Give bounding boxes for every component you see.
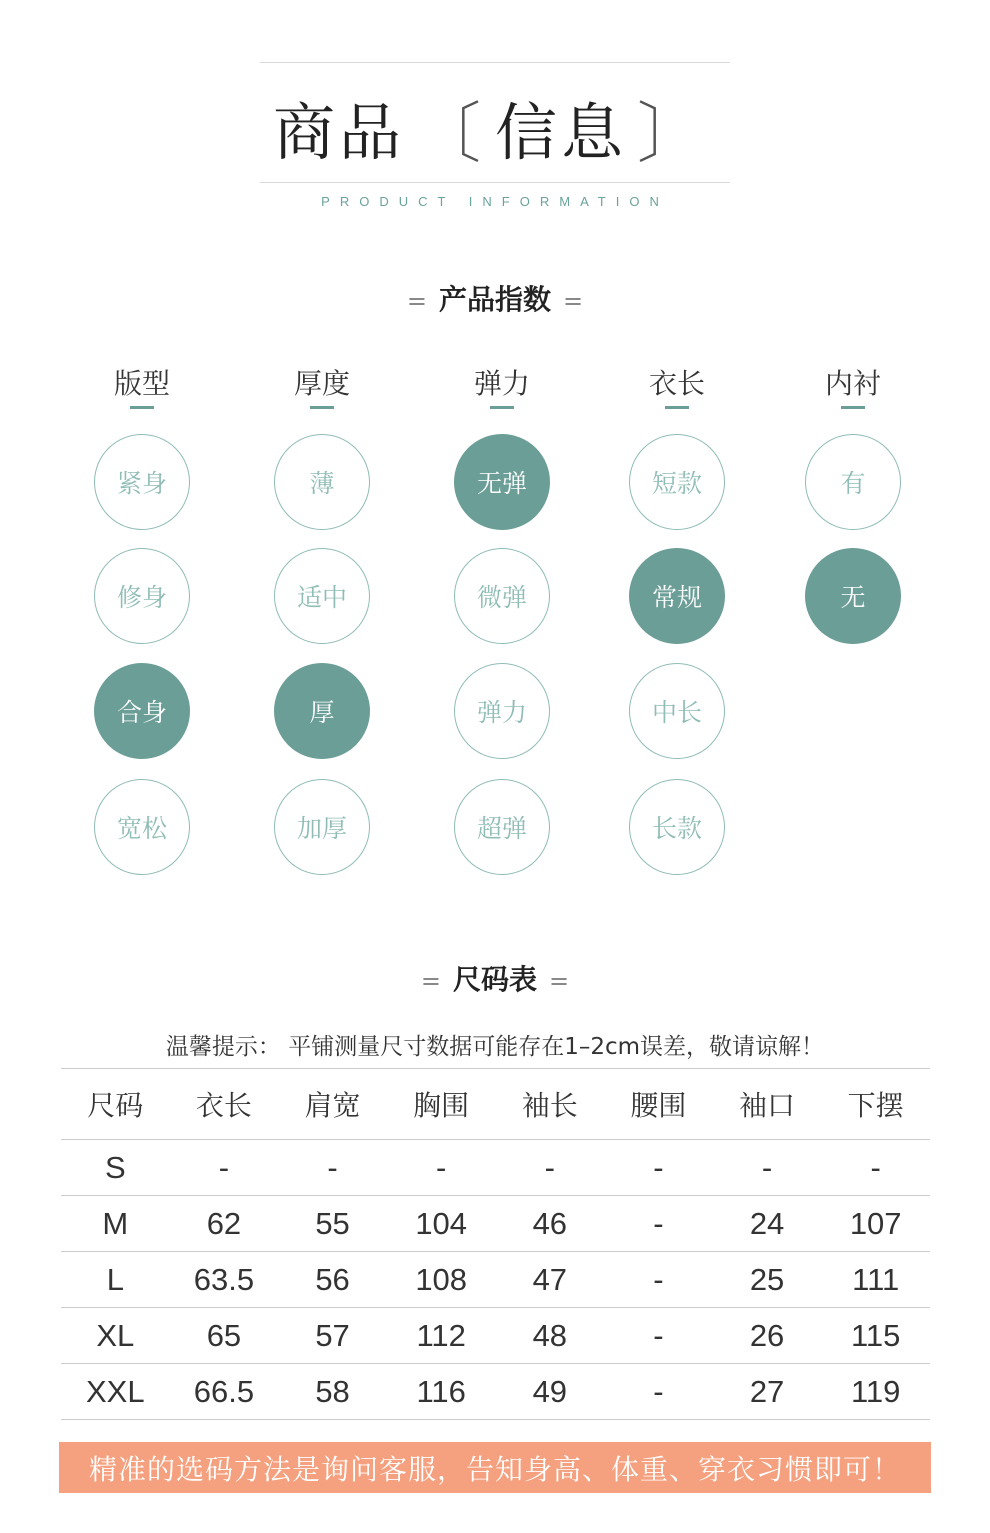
index-option-circle: 有 xyxy=(805,434,901,530)
index-column-underline xyxy=(841,406,865,409)
size-table-cell: S xyxy=(104,1149,126,1185)
index-option-circle: 适中 xyxy=(274,548,370,644)
size-table-cell: 111 xyxy=(852,1261,900,1297)
size-section-title: = 尺码表 = xyxy=(420,963,570,996)
size-table-cell: - xyxy=(653,1205,664,1241)
size-table-cell: 115 xyxy=(850,1317,901,1353)
size-table-cell: 48 xyxy=(532,1317,568,1353)
table-row xyxy=(61,1140,930,1196)
table-row xyxy=(61,1364,930,1420)
index-option-circle: 宽松 xyxy=(94,779,190,875)
index-column-underline xyxy=(130,406,154,409)
size-table-cell: 63.5 xyxy=(193,1261,255,1297)
index-option-circle: 合身 xyxy=(94,663,190,759)
index-option-circle: 薄 xyxy=(274,434,370,530)
size-table-header-cell: 腰围 xyxy=(630,1089,687,1122)
size-table-cell: 62 xyxy=(206,1205,242,1241)
size-table-cell: 119 xyxy=(850,1373,901,1409)
index-option-circle: 加厚 xyxy=(274,779,370,875)
header-top-rule xyxy=(260,62,730,63)
size-table-cell: - xyxy=(653,1261,664,1297)
size-table-cell: 56 xyxy=(315,1261,350,1297)
index-option-circle: 短款 xyxy=(629,434,725,530)
size-table-cell: 112 xyxy=(416,1317,466,1353)
index-column-title: 内衬 xyxy=(824,367,881,400)
size-table-cell: M xyxy=(102,1205,129,1241)
index-option-circle: 中长 xyxy=(629,663,725,759)
page-subtitle: PRODUCT INFORMATION xyxy=(321,194,669,209)
size-table-cell: - xyxy=(436,1149,447,1185)
size-table-cell: - xyxy=(761,1149,773,1185)
index-option-circle: 厚 xyxy=(274,663,370,759)
sizing-advice-banner: 精准的选码方法是询问客服，告知身高、体重、穿衣习惯即可！ xyxy=(59,1442,931,1493)
size-table-cell: - xyxy=(544,1149,555,1185)
size-table-cell: 24 xyxy=(749,1205,785,1241)
bracket-close: 〕 xyxy=(637,94,708,172)
index-option-circle: 修身 xyxy=(94,548,190,644)
size-table-header-cell: 尺码 xyxy=(87,1089,144,1122)
size-table-cell: 25 xyxy=(749,1261,785,1297)
size-table-cell: 116 xyxy=(416,1373,466,1409)
size-table-cell: - xyxy=(653,1149,664,1185)
size-table-cell: 107 xyxy=(849,1205,902,1241)
index-option-circle: 微弹 xyxy=(454,548,550,644)
size-table-header-cell: 胸围 xyxy=(413,1089,470,1122)
index-option-circle: 超弹 xyxy=(454,779,550,875)
size-table-header-cell: 肩宽 xyxy=(304,1089,361,1122)
bracket-open: 〔 xyxy=(415,94,485,172)
index-column-title: 衣长 xyxy=(648,367,705,400)
index-option-circle: 弹力 xyxy=(454,663,550,759)
index-option-circle: 无 xyxy=(805,548,901,644)
size-table-cell: 26 xyxy=(749,1317,785,1353)
size-table-cell: 49 xyxy=(532,1373,568,1409)
index-column-underline xyxy=(310,406,334,409)
size-table-header xyxy=(61,1069,930,1140)
index-column-title: 厚度 xyxy=(293,367,350,400)
header-bottom-rule xyxy=(260,182,730,183)
size-table-header-cell: 袖口 xyxy=(739,1089,796,1122)
size-table-cell: XXL xyxy=(86,1373,145,1409)
size-table-cell: 46 xyxy=(532,1205,568,1241)
size-table-cell: 47 xyxy=(532,1261,568,1297)
measurement-tip: 温馨提示： 平铺测量尺寸数据可能存在1–2cm误差，敬请谅解！ xyxy=(165,1034,825,1060)
index-column-underline xyxy=(665,406,689,409)
table-row xyxy=(61,1252,930,1308)
index-section-title: = 产品指数 = xyxy=(406,283,584,316)
size-table-cell: 27 xyxy=(749,1373,785,1409)
size-table-header-cell: 下摆 xyxy=(847,1089,904,1122)
index-option-circle: 长款 xyxy=(629,779,725,875)
size-table-cell: 66.5 xyxy=(193,1373,255,1409)
index-option-circle: 无弹 xyxy=(454,434,550,530)
index-column-title: 版型 xyxy=(113,367,170,400)
size-table-header-cell: 衣长 xyxy=(195,1089,252,1122)
table-row xyxy=(61,1308,930,1364)
size-table-cell: 65 xyxy=(206,1317,242,1353)
size-table-cell: 104 xyxy=(415,1205,468,1241)
size-table-cell: - xyxy=(870,1149,881,1185)
size-table-cell: L xyxy=(106,1261,124,1297)
index-option-circle: 常规 xyxy=(629,548,725,644)
size-table-cell: - xyxy=(653,1317,664,1353)
size-table xyxy=(61,1068,930,1420)
title-right: 信息 xyxy=(495,95,628,169)
size-table-cell: 108 xyxy=(415,1261,468,1297)
size-table-cell: - xyxy=(653,1373,664,1409)
size-table-cell: 57 xyxy=(315,1317,350,1353)
page-title xyxy=(0,82,990,172)
index-option-circle: 紧身 xyxy=(94,434,190,530)
size-table-cell: XL xyxy=(96,1317,135,1353)
size-table-body xyxy=(61,1140,930,1420)
index-column-underline xyxy=(490,406,514,409)
size-table-cell: - xyxy=(218,1149,230,1185)
index-column-title: 弹力 xyxy=(473,367,530,400)
size-table-header-cell: 袖长 xyxy=(521,1089,578,1122)
size-table-cell: - xyxy=(327,1149,338,1185)
title-left: 商品 xyxy=(272,95,405,169)
size-table-cell: 58 xyxy=(315,1373,350,1409)
table-row xyxy=(61,1196,930,1252)
size-table-cell: 55 xyxy=(315,1205,350,1241)
